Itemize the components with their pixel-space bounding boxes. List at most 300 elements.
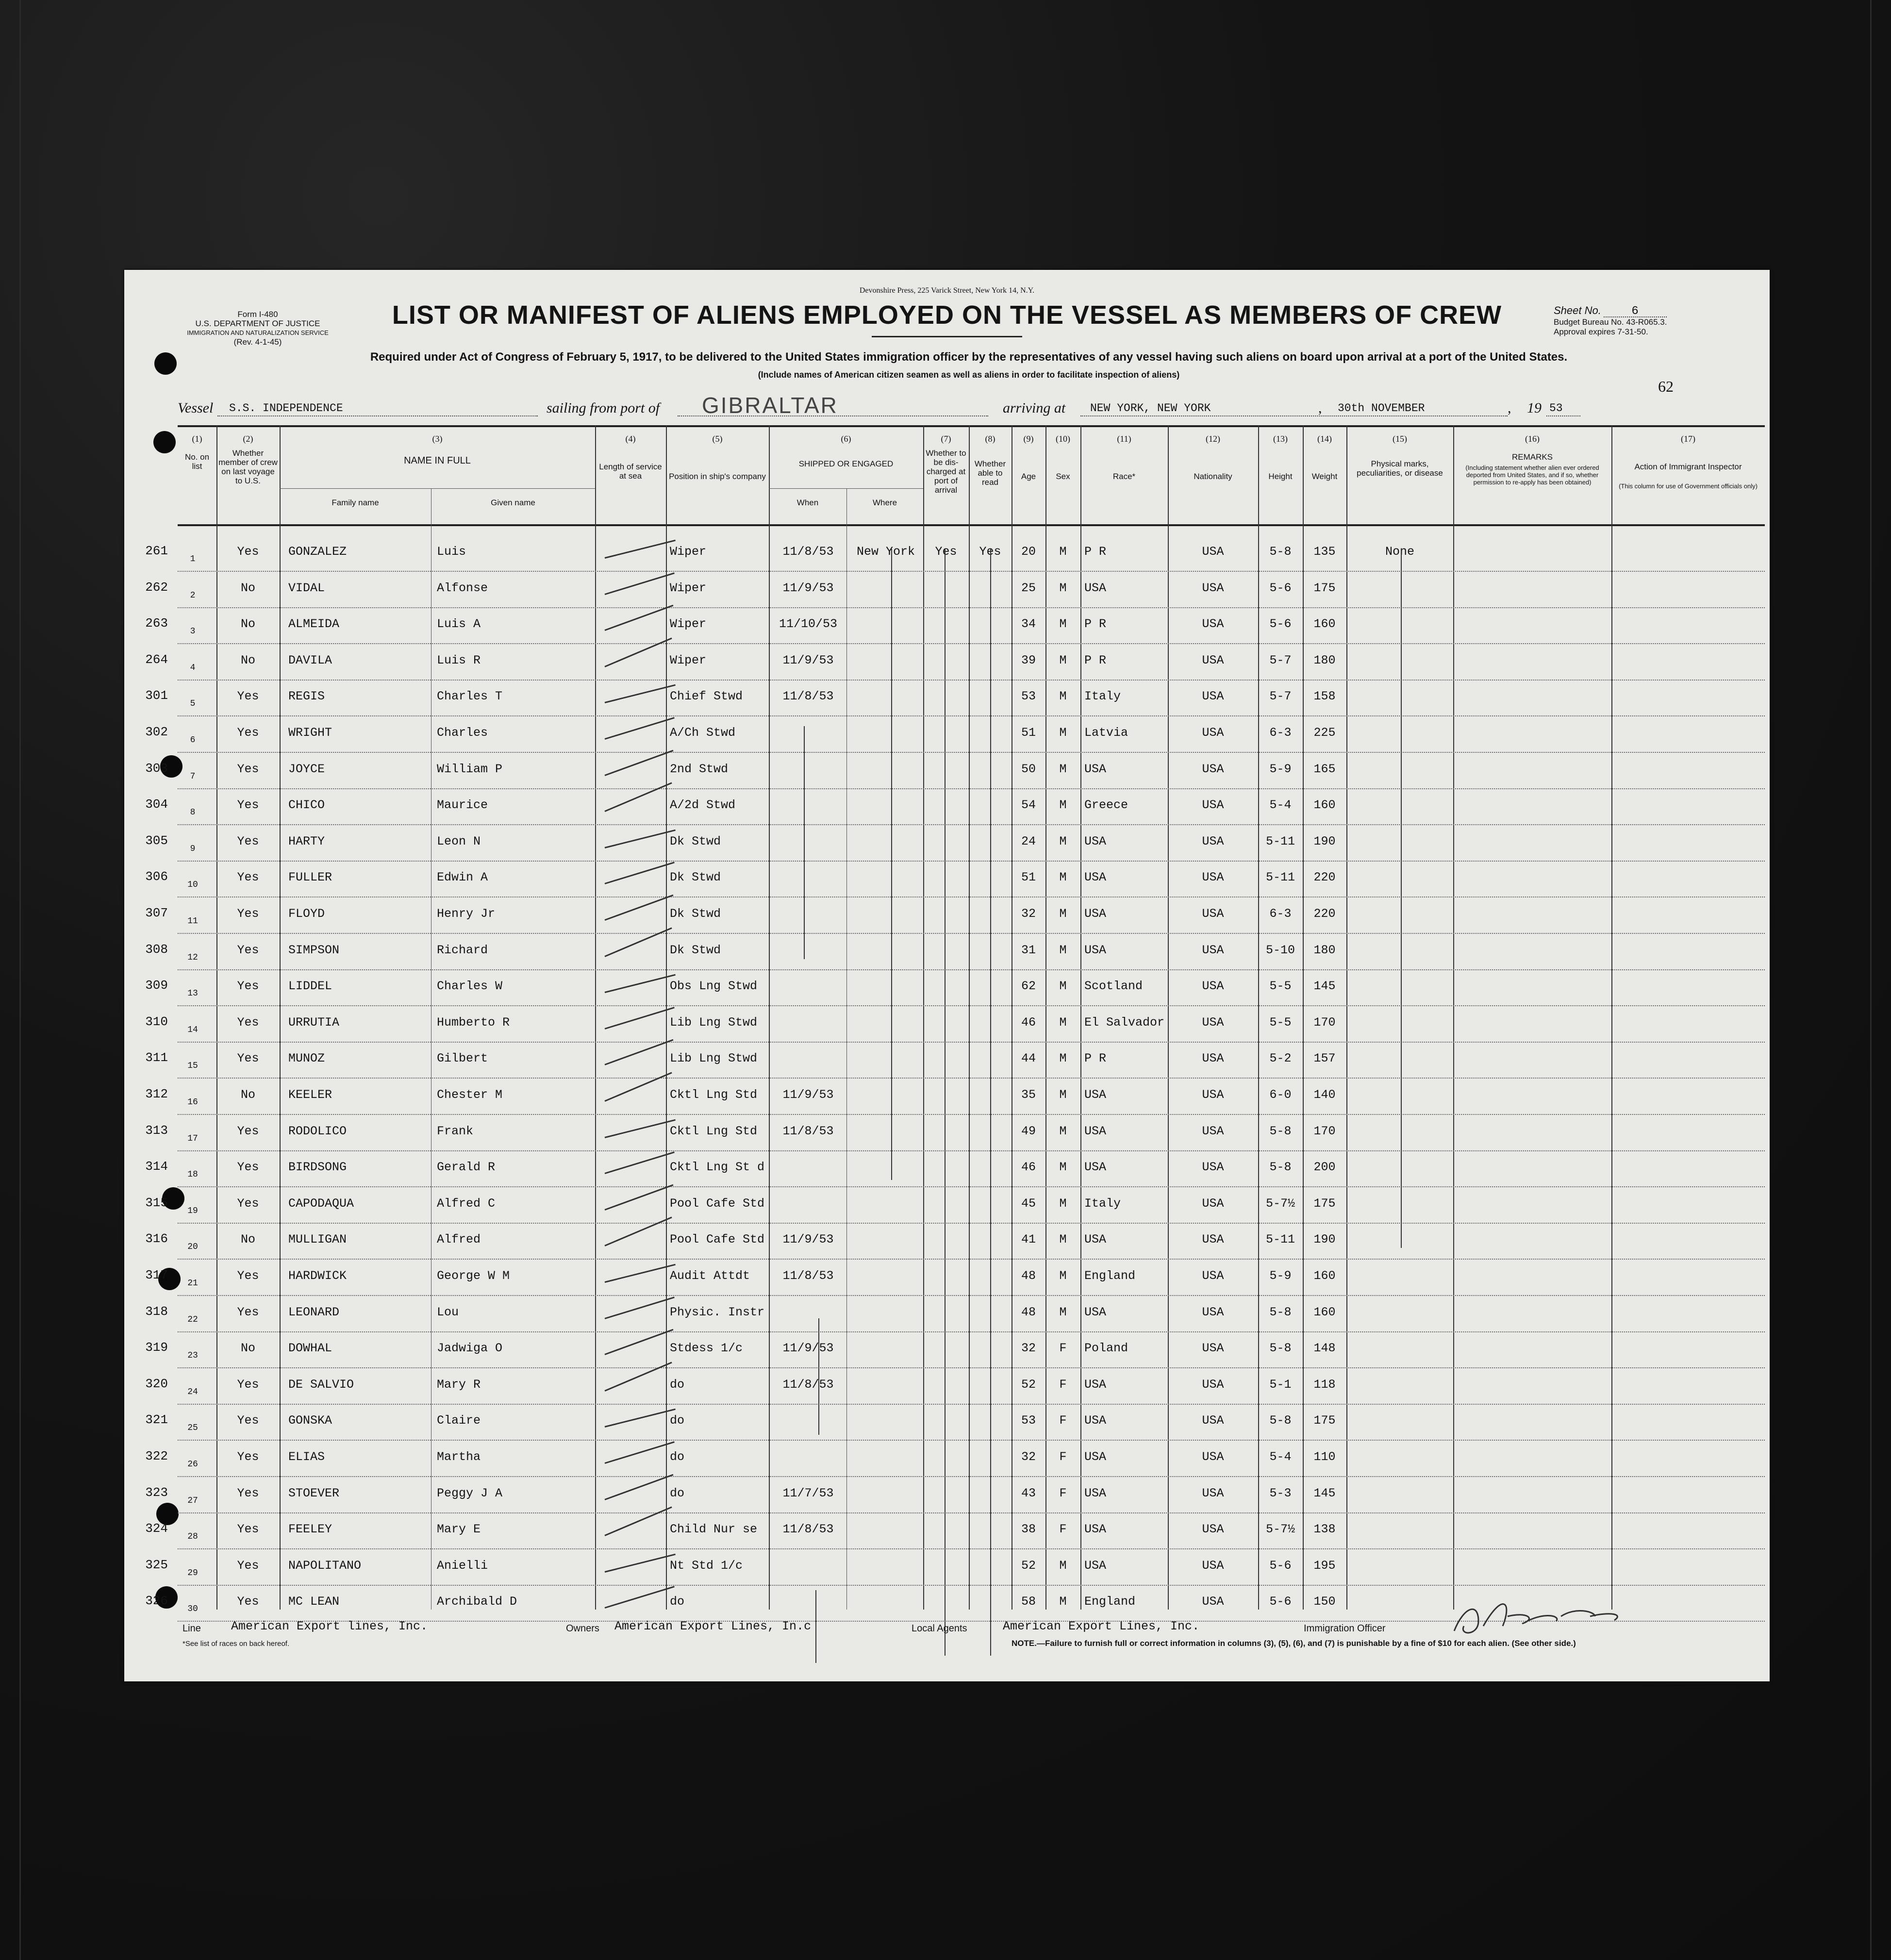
cell-crew-last-voyage: No: [240, 617, 255, 631]
cell-nationality: USA: [1202, 798, 1224, 813]
line-value: American Export lines, Inc.: [231, 1619, 428, 1633]
cell-discharged: Yes: [935, 545, 957, 559]
cell-physical-marks: None: [1385, 545, 1414, 559]
table-row: [145, 1369, 1765, 1405]
cell-family-name: FEELEY: [288, 1522, 332, 1537]
cell-given-name: Frank: [437, 1124, 474, 1138]
list-ref-number: 321: [145, 1412, 168, 1428]
cell-family-name: MUNOZ: [288, 1051, 325, 1066]
cell-nationality: USA: [1202, 617, 1224, 631]
form-number: Form I-480: [237, 310, 278, 319]
cell-height: 5-4: [1269, 1450, 1292, 1464]
cell-nationality: USA: [1202, 1196, 1224, 1211]
sheet-info: [1554, 306, 1738, 337]
penalty-note: NOTE.—Failure to furnish full or correct information in columns (3), (5), (6), and (7) is punishable by a fine of $10 for each alien. (See other side.): [1012, 1639, 1576, 1648]
cell-height: 5-7½: [1265, 1196, 1295, 1211]
cell-position: Wiper: [670, 545, 707, 559]
cell-crew-last-voyage: No: [240, 581, 255, 595]
cell-nationality: USA: [1202, 545, 1224, 559]
cell-age: 48: [1021, 1269, 1036, 1283]
cell-position: Dk Stwd: [670, 834, 721, 848]
service-tick-mark: [605, 830, 676, 848]
line-number: 28: [187, 1532, 198, 1542]
list-ref-number: 325: [145, 1557, 168, 1572]
cell-position: do: [670, 1595, 685, 1609]
table-row: [145, 789, 1765, 825]
name-subrule: [280, 488, 595, 489]
cell-weight: 190: [1313, 834, 1336, 848]
cell-race: USA: [1084, 762, 1107, 776]
cell-family-name: BIRDSONG: [288, 1160, 347, 1175]
line-number: 25: [187, 1423, 198, 1433]
cell-age: 34: [1021, 617, 1036, 631]
cell-weight: 175: [1313, 1196, 1336, 1211]
col-num: (8): [985, 434, 995, 444]
table-row: [145, 572, 1765, 608]
cell-age: 52: [1021, 1558, 1036, 1573]
cell-age: 49: [1021, 1124, 1036, 1138]
cell-height: 5-8: [1269, 1124, 1292, 1138]
cell-position: Wiper: [670, 581, 707, 595]
cell-crew-last-voyage: Yes: [237, 1305, 259, 1319]
cell-weight: 110: [1313, 1450, 1336, 1464]
cell-shipped-when: 11/9/53: [782, 1088, 834, 1102]
cell-family-name: SIMPSON: [288, 943, 340, 957]
line-number: 20: [187, 1242, 198, 1252]
service-tick-mark: [604, 1474, 673, 1500]
cell-weight: 160: [1313, 1269, 1336, 1283]
vessel-line: Vessel S.S. INDEPENDENCE sailing from port of GIBRALTAR arriving at NEW YORK, NEW YORK , 30th NOVEMBER , 19 53: [178, 397, 1765, 420]
cell-weight: 118: [1313, 1377, 1336, 1392]
cell-height: 5-7½: [1265, 1522, 1295, 1537]
header-where: Where: [872, 498, 897, 507]
cell-age: 38: [1021, 1522, 1036, 1537]
cell-family-name: ELIAS: [288, 1450, 325, 1464]
line-number: 13: [187, 989, 198, 999]
cell-race: Poland: [1084, 1341, 1128, 1356]
cell-position: do: [670, 1413, 685, 1428]
table-row: [145, 1079, 1765, 1115]
cell-crew-last-voyage: Yes: [237, 1486, 259, 1500]
table-row: [145, 826, 1765, 862]
header-bottom-rule: [178, 524, 1765, 526]
service-name: IMMIGRATION AND NATURALIZATION SERVICE: [187, 329, 329, 336]
cell-race: USA: [1084, 1305, 1107, 1319]
line-number: 23: [187, 1351, 198, 1361]
cell-race: USA: [1084, 1160, 1107, 1175]
cell-nationality: USA: [1202, 1522, 1224, 1537]
cell-given-name: Maurice: [437, 798, 488, 813]
col-num: (6): [841, 434, 851, 444]
cell-position: Dk Stwd: [670, 907, 721, 921]
cell-height: 5-6: [1269, 617, 1292, 631]
cell-sex: F: [1059, 1522, 1067, 1537]
cell-crew-last-voyage: No: [240, 653, 255, 667]
agents-value: American Export Lines, Inc.: [1003, 1619, 1200, 1633]
cell-crew-last-voyage: Yes: [237, 1015, 259, 1030]
line-number: 5: [190, 699, 196, 709]
cell-height: 5-8: [1269, 1160, 1292, 1175]
cell-age: 54: [1021, 798, 1036, 813]
service-tick-mark: [604, 605, 673, 631]
cell-crew-last-voyage: No: [240, 1088, 255, 1102]
form-identifier: [158, 310, 357, 347]
line-number: 21: [187, 1279, 198, 1288]
cell-nationality: USA: [1202, 1088, 1224, 1102]
header-able-to-read: Whether able to read: [974, 459, 1006, 487]
department: U.S. DEPARTMENT OF JUSTICE: [195, 319, 320, 328]
cell-position: do: [670, 1377, 685, 1392]
cell-crew-last-voyage: Yes: [237, 689, 259, 704]
line-number: 7: [190, 771, 196, 781]
col-num: (9): [1023, 434, 1034, 444]
cell-shipped-when: 11/9/53: [782, 1232, 834, 1247]
table-row: [145, 1550, 1765, 1586]
table-row: [145, 862, 1765, 897]
line-number: 18: [187, 1170, 198, 1180]
col-num: (3): [432, 434, 443, 444]
cell-race: USA: [1084, 1522, 1107, 1537]
dotted-rule: [217, 415, 538, 416]
cell-family-name: CHICO: [288, 798, 325, 813]
cell-weight: 150: [1313, 1595, 1336, 1609]
line-number: 29: [187, 1568, 198, 1578]
cell-weight: 220: [1313, 870, 1336, 885]
cell-crew-last-voyage: Yes: [237, 834, 259, 848]
cell-weight: 140: [1313, 1088, 1336, 1102]
cell-race: USA: [1084, 1486, 1107, 1500]
cell-shipped-when: 11/8/53: [782, 1522, 834, 1537]
cell-crew-last-voyage: No: [240, 1341, 255, 1356]
service-tick-mark: [605, 1409, 676, 1428]
col-num: (7): [941, 434, 951, 444]
cell-crew-last-voyage: Yes: [237, 762, 259, 776]
cell-age: 52: [1021, 1377, 1036, 1392]
cell-race: USA: [1084, 1124, 1107, 1138]
cell-sex: M: [1059, 943, 1067, 957]
header-length-service: Length of service at sea: [599, 462, 662, 481]
list-ref-number: 301: [145, 688, 168, 703]
cell-crew-last-voyage: Yes: [237, 1413, 259, 1428]
cell-crew-last-voyage: Yes: [237, 943, 259, 957]
cell-family-name: ALMEIDA: [288, 617, 340, 631]
arrival-date: 30th NOVEMBER: [1338, 402, 1425, 415]
col-num: (12): [1206, 434, 1220, 444]
line-number: 8: [190, 808, 196, 818]
list-ref-number: 322: [145, 1449, 168, 1463]
list-ref-number: 309: [145, 978, 168, 993]
cell-race: Scotland: [1084, 979, 1143, 994]
cell-weight: 158: [1313, 689, 1336, 704]
cell-age: 51: [1021, 870, 1036, 885]
cell-given-name: William P: [437, 762, 503, 776]
cell-shipped-where: New York: [856, 545, 915, 559]
ditto-mark: [891, 549, 892, 1180]
cell-weight: 175: [1313, 581, 1336, 595]
cell-given-name: Alfred: [437, 1232, 481, 1247]
cell-race: USA: [1084, 1232, 1107, 1247]
list-ref-number: 262: [145, 580, 168, 595]
cell-family-name: HARTY: [288, 834, 325, 848]
line-number: 30: [187, 1604, 198, 1614]
table-row: [145, 645, 1765, 681]
cell-age: 58: [1021, 1595, 1036, 1609]
table-row: [145, 753, 1765, 789]
col-num: (2): [243, 434, 253, 444]
header-crew-last-voyage: Whether member of crew on last voyage to U.S.: [218, 448, 278, 485]
cell-weight: 157: [1313, 1051, 1336, 1066]
col-num: (10): [1056, 434, 1070, 444]
cell-given-name: Claire: [437, 1413, 481, 1428]
cell-given-name: Charles: [437, 726, 488, 740]
line-number: 19: [187, 1206, 198, 1216]
punch-hole: [154, 352, 177, 375]
cell-height: 5-9: [1269, 1269, 1292, 1283]
cell-race: Latvia: [1084, 726, 1128, 740]
cell-height: 5-11: [1265, 834, 1295, 848]
cell-race: USA: [1084, 1088, 1107, 1102]
line-label: Line: [182, 1623, 201, 1634]
cell-race: P R: [1084, 545, 1107, 559]
cell-given-name: Archibald D: [437, 1595, 517, 1609]
cell-given-name: Chester M: [437, 1088, 503, 1102]
cell-given-name: Humberto R: [437, 1015, 510, 1030]
cell-age: 46: [1021, 1015, 1036, 1030]
line-number: 9: [190, 844, 196, 854]
cell-given-name: Lou: [437, 1305, 459, 1319]
cell-given-name: Luis A: [437, 617, 481, 631]
line-number: 16: [187, 1097, 198, 1107]
cell-height: 5-6: [1269, 1558, 1292, 1573]
cell-position: Dk Stwd: [670, 870, 721, 885]
cell-height: 5-8: [1269, 1341, 1292, 1356]
cell-given-name: Jadwiga O: [437, 1341, 503, 1356]
service-tick-mark: [605, 862, 675, 885]
cell-nationality: USA: [1202, 762, 1224, 776]
list-ref-number: 302: [145, 725, 168, 739]
cell-sex: M: [1059, 907, 1067, 921]
cell-nationality: USA: [1202, 979, 1224, 994]
header-race: Race*: [1112, 472, 1136, 481]
cell-position: Cktl Lng St d: [670, 1160, 765, 1175]
cell-crew-last-voyage: Yes: [237, 798, 259, 813]
table-row: [145, 1332, 1765, 1368]
table-row: [145, 934, 1765, 970]
races-note: *See list of races on back hereof.: [182, 1640, 290, 1648]
header-age: Age: [1021, 472, 1036, 481]
cell-position: Stdess 1/c: [670, 1341, 743, 1356]
service-tick-mark: [605, 1007, 675, 1030]
cell-sex: F: [1059, 1486, 1067, 1500]
cell-position: Dk Stwd: [670, 943, 721, 957]
service-tick-mark: [605, 717, 675, 740]
header-nationality: Nationality: [1194, 472, 1232, 481]
cell-height: 5-11: [1265, 870, 1295, 885]
header-action-inspector: Action of Immigrant Inspector: [1634, 462, 1742, 471]
service-tick-mark: [605, 684, 676, 703]
cell-height: 5-8: [1269, 1305, 1292, 1319]
header-sex: Sex: [1056, 472, 1070, 481]
line-number: 15: [187, 1061, 198, 1071]
service-tick-mark: [605, 974, 676, 993]
cell-race: USA: [1084, 907, 1107, 921]
header-no-on-list: No. on list: [184, 452, 210, 471]
cell-weight: 175: [1313, 1413, 1336, 1428]
cell-sex: F: [1059, 1377, 1067, 1392]
line-number: 6: [190, 735, 196, 745]
cell-height: 5-8: [1269, 545, 1292, 559]
cell-weight: 190: [1313, 1232, 1336, 1247]
cell-position: Wiper: [670, 617, 707, 631]
cell-position: do: [670, 1486, 685, 1500]
cell-shipped-when: 11/8/53: [782, 1269, 834, 1283]
service-tick-mark: [604, 1184, 673, 1211]
table-row: [145, 1007, 1765, 1043]
cell-crew-last-voyage: Yes: [237, 1450, 259, 1464]
cell-race: USA: [1084, 1413, 1107, 1428]
col-num: (4): [625, 434, 636, 444]
header-given-name: Given name: [491, 498, 535, 507]
cell-weight: 160: [1313, 617, 1336, 631]
cell-family-name: GONZALEZ: [288, 545, 347, 559]
service-tick-mark: [605, 1264, 676, 1283]
cell-family-name: URRUTIA: [288, 1015, 340, 1030]
ditto-mark: [818, 1318, 819, 1435]
cell-sex: M: [1059, 1160, 1067, 1175]
cell-race: England: [1084, 1269, 1136, 1283]
cell-sex: M: [1059, 653, 1067, 667]
cell-sex: M: [1059, 726, 1067, 740]
line-number: 14: [187, 1025, 198, 1035]
cell-age: 51: [1021, 726, 1036, 740]
cell-age: 35: [1021, 1088, 1036, 1102]
dotted-rule: [1546, 415, 1580, 416]
cell-sex: F: [1059, 1450, 1067, 1464]
cell-nationality: USA: [1202, 1413, 1224, 1428]
cell-age: 32: [1021, 1450, 1036, 1464]
col-num: (16): [1525, 434, 1540, 444]
cell-crew-last-voyage: Yes: [237, 870, 259, 885]
cell-race: USA: [1084, 870, 1107, 885]
cell-given-name: Gerald R: [437, 1160, 496, 1175]
cell-nationality: USA: [1202, 1450, 1224, 1464]
cell-age: 41: [1021, 1232, 1036, 1247]
cell-family-name: DOWHAL: [288, 1341, 332, 1356]
cell-family-name: JOYCE: [288, 762, 325, 776]
ditto-mark: [1401, 549, 1402, 1248]
cell-nationality: USA: [1202, 834, 1224, 848]
cell-race: USA: [1084, 1377, 1107, 1392]
cell-sex: M: [1059, 689, 1067, 704]
cell-nationality: USA: [1202, 1377, 1224, 1392]
page-title: LIST OR MANIFEST OF ALIENS EMPLOYED ON THE VESSEL AS MEMBERS OF CREW: [392, 300, 1502, 330]
cell-shipped-when: 11/7/53: [782, 1486, 834, 1500]
cell-age: 46: [1021, 1160, 1036, 1175]
cell-weight: 160: [1313, 798, 1336, 813]
cell-given-name: Henry Jr: [437, 907, 496, 921]
agents-label: Local Agents: [912, 1623, 967, 1634]
cell-crew-last-voyage: Yes: [237, 1558, 259, 1573]
cell-family-name: HARDWICK: [288, 1269, 347, 1283]
cell-nationality: USA: [1202, 1341, 1224, 1356]
header-height: Height: [1268, 472, 1293, 481]
cell-family-name: DAVILA: [288, 653, 332, 667]
cell-shipped-when: 11/8/53: [782, 1377, 834, 1392]
header-when: When: [796, 498, 819, 507]
cell-age: 24: [1021, 834, 1036, 848]
cell-sex: M: [1059, 798, 1067, 813]
cell-height: 6-3: [1269, 726, 1292, 740]
line-number: 2: [190, 590, 196, 600]
cell-height: 5-3: [1269, 1486, 1292, 1500]
list-ref-number: 310: [145, 1014, 168, 1029]
cell-crew-last-voyage: Yes: [237, 907, 259, 921]
manifest-sheet: [124, 270, 1770, 1681]
cell-sex: M: [1059, 1196, 1067, 1211]
cell-sex: M: [1059, 617, 1067, 631]
cell-family-name: MC LEAN: [288, 1595, 340, 1609]
cell-position: Lib Lng Stwd: [670, 1015, 758, 1030]
list-ref-number: 315: [145, 1195, 168, 1210]
cell-crew-last-voyage: Yes: [237, 1124, 259, 1138]
cell-weight: 145: [1313, 979, 1336, 994]
cell-weight: 138: [1313, 1522, 1336, 1537]
list-ref-number: 261: [145, 544, 168, 558]
col-num: (15): [1393, 434, 1407, 444]
line-number: 24: [187, 1387, 198, 1397]
cell-height: 5-7: [1269, 689, 1292, 704]
cell-position: Nt Std 1/c: [670, 1558, 743, 1573]
line-number: 3: [190, 627, 196, 637]
cell-race: P R: [1084, 653, 1107, 667]
printer-imprint: Devonshire Press, 225 Varick Street, New York 14, N.Y.: [859, 286, 1035, 295]
year-prefix: 19: [1527, 400, 1542, 416]
cell-race: USA: [1084, 581, 1107, 595]
list-ref-number: 317: [145, 1268, 168, 1282]
cell-nationality: USA: [1202, 653, 1224, 667]
cell-shipped-when: 11/8/53: [782, 689, 834, 704]
cell-crew-last-voyage: Yes: [237, 1595, 259, 1609]
dotted-rule: [1080, 415, 1508, 416]
table-row: [145, 1441, 1765, 1477]
cell-race: Italy: [1084, 689, 1121, 704]
service-tick-mark: [605, 1119, 676, 1138]
cell-crew-last-voyage: Yes: [237, 545, 259, 559]
cell-age: 53: [1021, 689, 1036, 704]
cell-height: 5-5: [1269, 979, 1292, 994]
header-physical-marks: Physical marks, peculiarities, or disease: [1357, 459, 1443, 478]
cell-given-name: Leon N: [437, 834, 481, 848]
table-row: [145, 1260, 1765, 1296]
cell-given-name: Alfred C: [437, 1196, 496, 1211]
line-number: 17: [187, 1133, 198, 1144]
col-num: (13): [1273, 434, 1288, 444]
list-ref-number: 316: [145, 1231, 168, 1246]
cell-position: 2nd Stwd: [670, 762, 729, 776]
cell-shipped-when: 11/8/53: [782, 545, 834, 559]
cell-position: Physic. Instr: [670, 1305, 765, 1319]
list-ref-number: 323: [145, 1485, 168, 1500]
cell-given-name: Mary R: [437, 1377, 481, 1392]
cell-height: 5-4: [1269, 798, 1292, 813]
cell-sex: M: [1059, 1595, 1067, 1609]
cell-sex: M: [1059, 1305, 1067, 1319]
cell-given-name: Richard: [437, 943, 488, 957]
table-row: [145, 1043, 1765, 1079]
cell-family-name: FULLER: [288, 870, 332, 885]
cell-nationality: USA: [1202, 1160, 1224, 1175]
header-remarks: REMARKS: [1511, 452, 1553, 462]
